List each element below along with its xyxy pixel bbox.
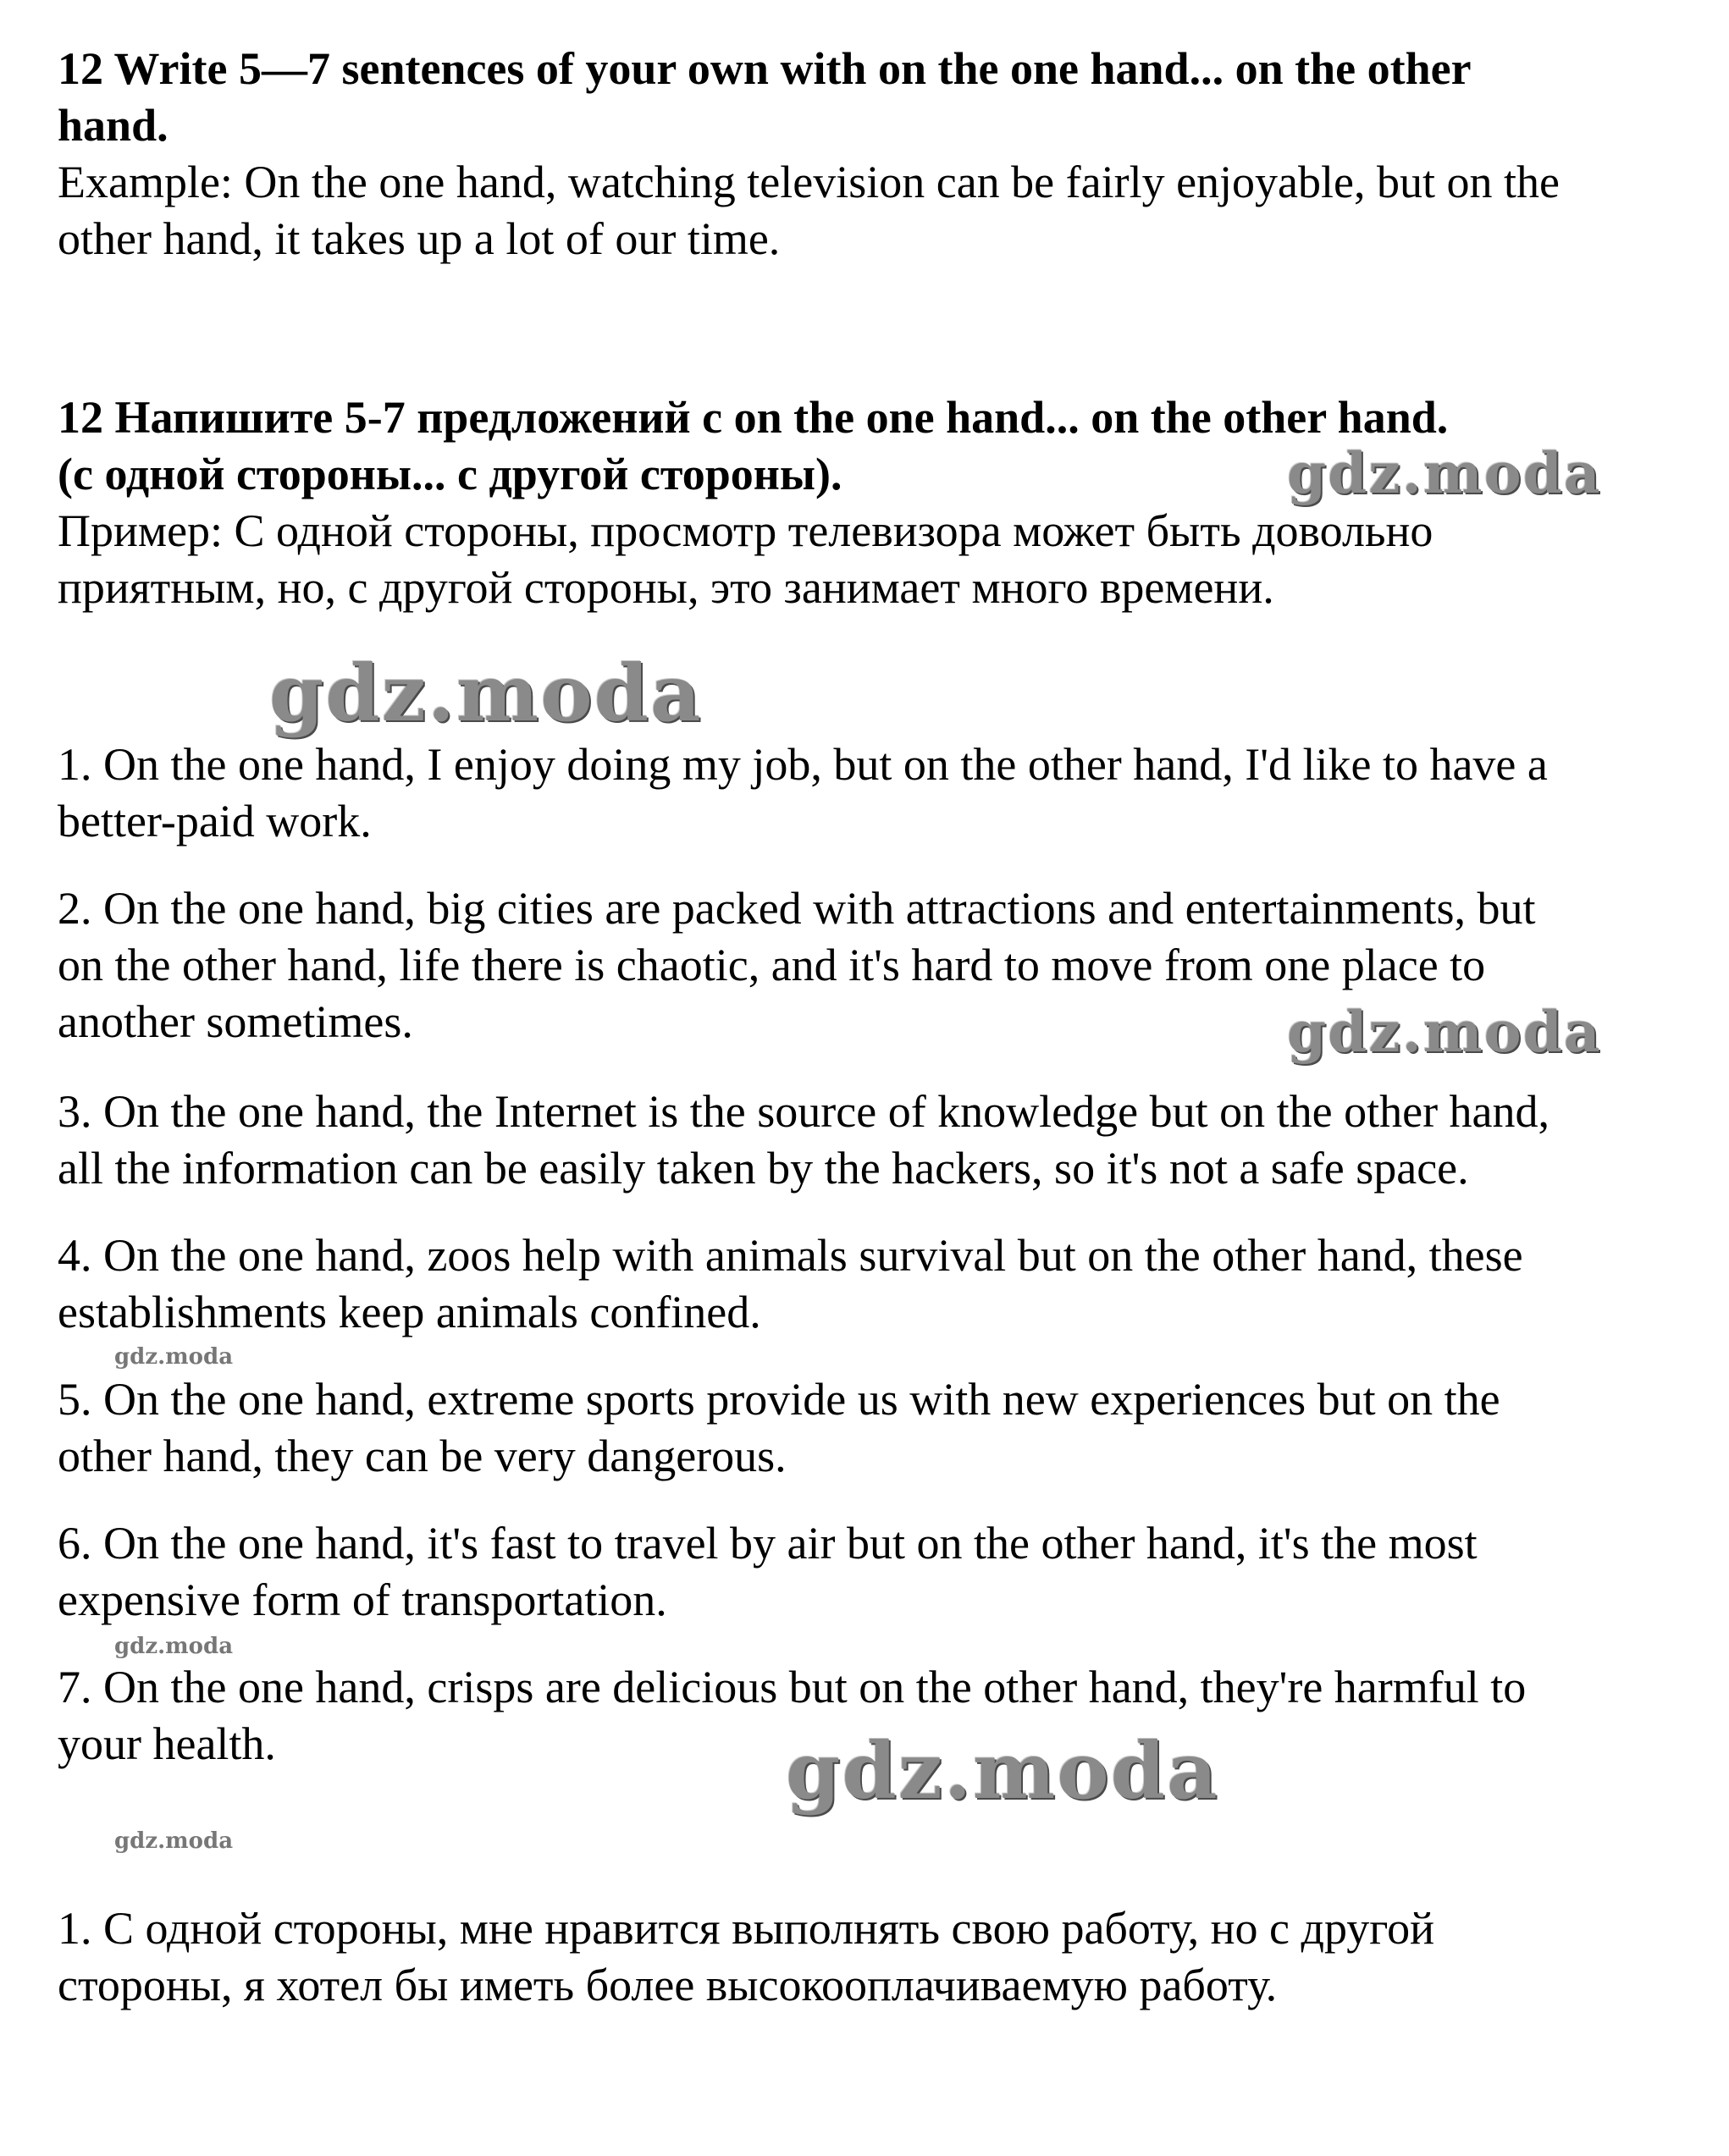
watermark-logo-small: gdz.moda xyxy=(114,1828,234,1854)
answer-1 xyxy=(58,736,1700,850)
task-heading-line1: 12 Write 5—7 sentences of your own with on the one hand... on the other xyxy=(58,43,1472,94)
translation-answer-line: 1. С одной стороны, мне нравится выполнять свою работу, но с другой xyxy=(58,1903,1434,1954)
watermark-logo: gdz.moda xyxy=(786,1725,1219,1817)
answer-6 xyxy=(58,1515,1700,1629)
answer-line: 1. On the one hand, I enjoy doing my job, but on the other hand, I'd like to have a xyxy=(58,739,1548,790)
answer-line: 4. On the one hand, zoos help with animals survival but on the other hand, these xyxy=(58,1230,1523,1281)
answer-line: 6. On the one hand, it's fast to travel by air but on the other hand, it's the most xyxy=(58,1518,1478,1569)
answer-line: 3. On the one hand, the Internet is the source of knowledge but on the other hand, xyxy=(58,1086,1550,1137)
task-example-line1: Example: On the one hand, watching television can be fairly enjoyable, but on the xyxy=(58,157,1560,207)
task-section xyxy=(58,41,1700,267)
translation-heading-line2: (с одной стороны... с другой стороны). xyxy=(58,449,842,499)
answer-line: another sometimes. xyxy=(58,996,413,1047)
answer-3 xyxy=(58,1084,1700,1197)
answer-5 xyxy=(58,1371,1700,1485)
answer-line: better-paid work. xyxy=(58,796,372,846)
watermark-logo-small: gdz.moda xyxy=(114,1344,234,1370)
answer-line: expensive form of transportation. xyxy=(58,1574,667,1625)
task-example-line2: other hand, it takes up a lot of our time. xyxy=(58,213,781,264)
answer-line: on the other hand, life there is chaotic, and it's hard to move from one place to xyxy=(58,940,1486,990)
watermark-logo-small: gdz.moda xyxy=(114,1634,234,1659)
watermark-logo: gdz.moda xyxy=(1287,440,1602,506)
translation-answer-line: стороны, я хотел бы иметь более высокооплачиваемую работу. xyxy=(58,1960,1278,2010)
answer-line: all the information can be easily taken by the hackers, so it's not a safe space. xyxy=(58,1143,1469,1194)
answer-line: establishments keep animals confined. xyxy=(58,1287,761,1337)
task-heading-line2: hand. xyxy=(58,100,168,151)
translation-heading-line1: 12 Напишите 5-7 предложений с on the one hand... on the other hand. xyxy=(58,392,1449,443)
watermark-logo: gdz.moda xyxy=(269,648,703,739)
answer-4 xyxy=(58,1227,1700,1341)
answer-line: 7. On the one hand, crisps are delicious but on the other hand, they're harmful to xyxy=(58,1662,1527,1712)
translation-example-line1: Пример: С одной стороны, просмотр телевизора может быть довольно xyxy=(58,505,1433,556)
answer-line: your health. xyxy=(58,1718,276,1769)
translation-example-line2: приятным, но, с другой стороны, это занимает много времени. xyxy=(58,562,1274,613)
translation-answer-1 xyxy=(58,1900,1700,2014)
answer-line: 5. On the one hand, extreme sports provide us with new experiences but on the xyxy=(58,1374,1500,1425)
watermark-logo: gdz.moda xyxy=(1287,999,1602,1065)
answer-line: 2. On the one hand, big cities are packed with attractions and entertainments, but xyxy=(58,883,1536,934)
answer-line: other hand, they can be very dangerous. xyxy=(58,1431,787,1481)
